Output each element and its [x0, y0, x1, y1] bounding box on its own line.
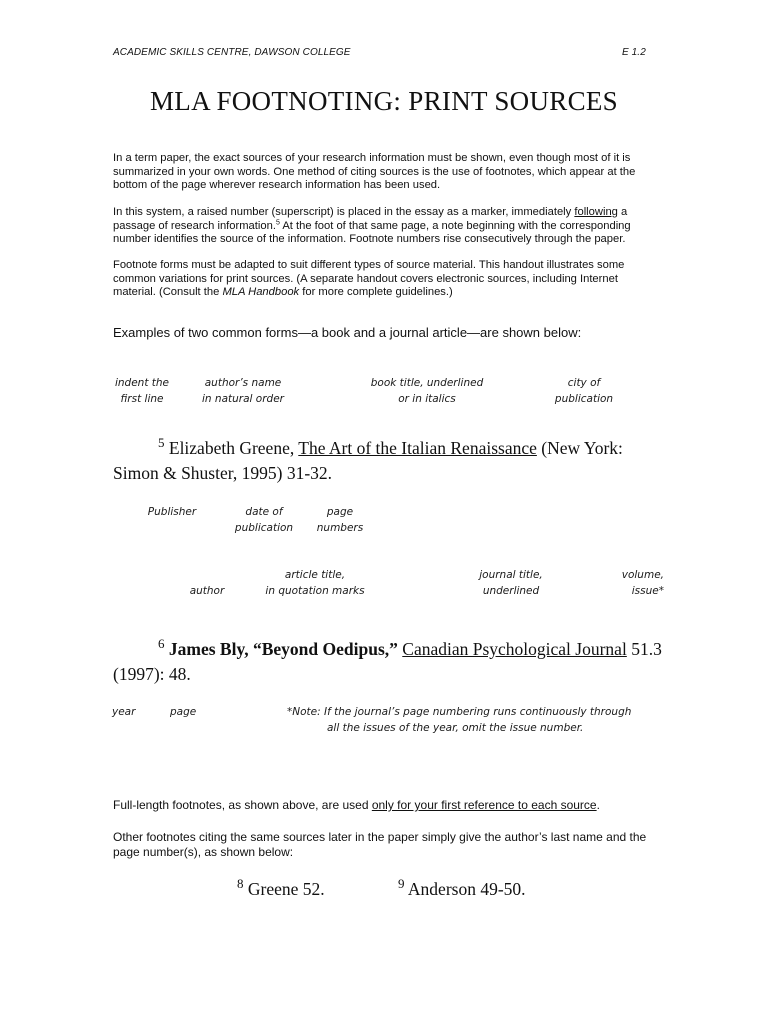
article-footnote-line1 — [113, 637, 673, 662]
note-journal-title-line2: underlined — [482, 585, 540, 597]
book-footnote-line2: Simon & Shuster, 1995) 31-32. — [113, 463, 333, 483]
note-publisher-line1: Publisher — [147, 506, 197, 518]
paragraph-4-underlined: only for your first reference to each source — [371, 798, 597, 812]
note-date-line1: date of — [245, 506, 283, 518]
short-ref-anderson-number: 9 — [398, 876, 405, 892]
book-footnote-author: Elizabeth Greene, — [164, 438, 299, 458]
note-article-author-line1 — [176, 567, 238, 583]
note-book-title — [360, 375, 494, 407]
paragraph-3-b: for more complete guidelines.) — [299, 286, 453, 299]
note-article-author — [176, 567, 238, 599]
note-city-line1: city of — [567, 377, 601, 389]
note-year: year — [112, 706, 136, 718]
paragraph-2-underlined: following — [574, 206, 618, 218]
short-ref-anderson — [398, 877, 526, 902]
paragraph-2-c: At the foot of that same page, a note beginning with the corresponding number identifies the source of the information. Footnote numbers rise consecutively through the paper. — [113, 219, 631, 246]
note-article-title-line1: article title, — [284, 569, 346, 581]
paragraph-4-b: . — [596, 798, 600, 812]
short-ref-greene-text: Greene 52. — [243, 879, 325, 899]
note-issue-numbering-line2: all the issues of the year, omit the issue number. — [327, 722, 584, 734]
note-book-title-line1: book title, underlined — [370, 377, 484, 389]
note-author-name — [193, 375, 293, 407]
article-footnote-author: James Bly, — [164, 639, 253, 659]
paragraph-4-a: Full-length footnotes, as shown above, are used — [113, 798, 372, 812]
note-article-title — [254, 567, 376, 599]
note-article-title-line2: in quotation marks — [265, 585, 365, 597]
note-page-numbers-line2: numbers — [316, 522, 364, 534]
note-city-line2: publication — [554, 393, 614, 405]
paragraph-1: In a term paper, the exact sources of your research information must be shown, even though most of it is summarized in your own words. One method of citing sources is the use of footnotes, which appear at the bottom of the page wherever research information has been used. — [113, 152, 636, 192]
note-volume — [596, 567, 664, 599]
paragraph-2-a: In this system, a raised number (superscript) is placed in the essay as a marker, immediately — [113, 206, 575, 218]
article-footnote-journal: Canadian Psychological Journal — [402, 639, 627, 659]
note-author-name-line1: author’s name — [204, 377, 282, 389]
note-city — [543, 375, 625, 407]
running-header-right: E 1.2 — [622, 47, 646, 58]
article-footnote-line2: (1997): 48. — [113, 664, 191, 684]
note-indent-line2: first line — [120, 393, 164, 405]
book-footnote-line1 — [113, 436, 673, 461]
note-article-author-line2: author — [189, 585, 225, 597]
book-footnote-number: 5 — [158, 435, 165, 451]
paragraph-3 — [113, 259, 653, 300]
paragraph-2-superscript: 5 — [275, 218, 280, 226]
examples-intro: Examples of two common forms—a book and a journal article—are shown below: — [113, 325, 582, 340]
article-footnote-example — [113, 637, 673, 687]
book-footnote-title: The Art of the Italian Renaissance — [298, 438, 537, 458]
note-journal-title — [466, 567, 556, 599]
note-author-name-line2: in natural order — [202, 393, 284, 405]
short-ref-anderson-text: Anderson 49-50. — [404, 879, 526, 899]
note-volume-line2: issue* — [631, 585, 664, 597]
paragraph-4 — [113, 799, 653, 813]
note-issue-numbering-line1: *Note: If the journal’s page numbering runs continuously through — [287, 706, 632, 718]
note-publisher — [136, 504, 208, 520]
book-footnote-city: (New York: — [536, 438, 623, 458]
article-footnote-title: “Beyond Oedipus,” — [252, 639, 398, 659]
note-date — [223, 504, 305, 536]
paragraph-2 — [113, 206, 653, 247]
note-page-numbers-line1: page — [326, 506, 354, 518]
page-title: MLA FOOTNOTING: PRINT SOURCES — [149, 86, 618, 116]
article-footnote-number: 6 — [158, 636, 165, 652]
paragraph-5: Other footnotes citing the same sources later in the paper simply give the author’s last name and the page number(s), as shown below: — [113, 830, 647, 859]
note-book-title-line2: or in italics — [398, 393, 456, 405]
note-indent — [104, 375, 180, 407]
note-indent-line1: indent the — [114, 377, 170, 389]
paragraph-3-a: Footnote forms must be adapted to suit different types of source material. This handout illustrates some common variations for print sources. (A separate handout covers electronic sources, including Internet material. (Consult the — [113, 259, 625, 299]
note-page-numbers — [308, 504, 372, 536]
note-page: page — [170, 706, 197, 718]
article-footnote-volume: 51.3 — [626, 639, 662, 659]
short-ref-greene-number: 8 — [237, 876, 244, 892]
paragraph-2-b: a passage of research information. — [113, 206, 628, 232]
paragraph-3-italic: MLA Handbook — [222, 286, 300, 299]
running-header-left: ACADEMIC SKILLS CENTRE, DAWSON COLLEGE — [113, 47, 351, 58]
note-issue-numbering — [287, 704, 667, 736]
note-journal-title-line1: journal title, — [479, 569, 543, 581]
book-footnote-example — [113, 436, 673, 486]
short-ref-greene — [237, 877, 325, 902]
note-date-line2: publication — [234, 522, 294, 534]
note-volume-line1: volume, — [621, 569, 664, 581]
